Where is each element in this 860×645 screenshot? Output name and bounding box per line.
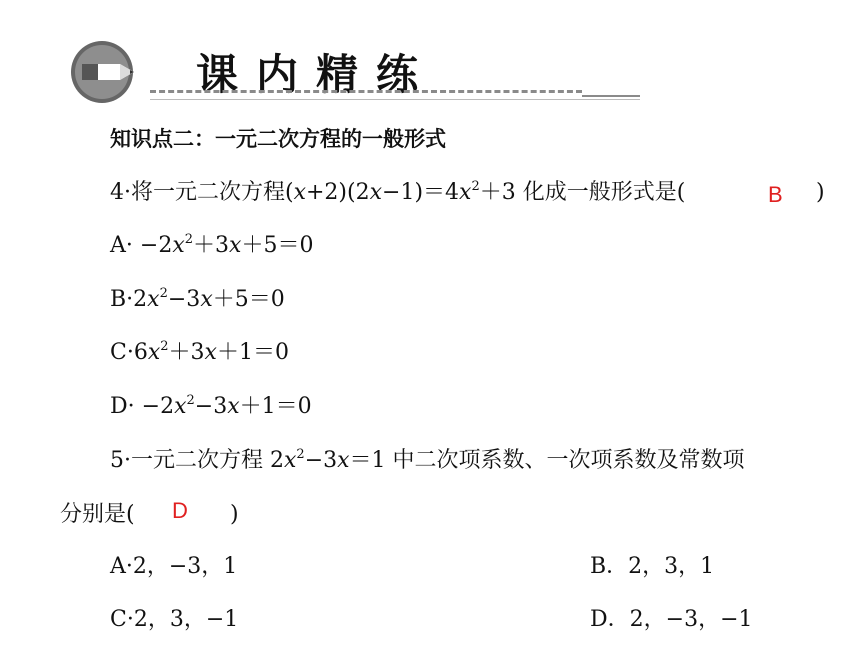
header-underline [150, 99, 640, 100]
q5-option-a[interactable]: A·2，−3，1 [110, 554, 238, 579]
q4-close-paren: ) [816, 180, 825, 205]
q4-option-d[interactable]: $D\cdot -2x^2-3x+1=0$ [110, 393, 312, 419]
section-title: 知识点二：一元二次方程的一般形式 [110, 127, 446, 151]
header-solid-divider [582, 95, 640, 97]
q4-option-a[interactable]: $A\cdot -2x^2+3x+5=0$ [110, 232, 314, 258]
q4-option-b[interactable]: $B\cdot 2x^2-3x+5=0$ [110, 286, 285, 312]
q5-stem-line2: 分别是( [60, 502, 135, 527]
pencil-badge-icon [68, 40, 146, 104]
q5-option-d[interactable]: D．2，−3，−1 [590, 607, 753, 632]
q5-answer: D [172, 498, 188, 523]
q5-stem: 5·一元二次方程 $2x^2-3x=1$ 中二次项系数、一次项系数及常数项 [110, 447, 745, 473]
q4-stem: 4·将一元二次方程$(x+2)(2x-1)=4x^2+3$ 化成一般形式是( [110, 179, 686, 205]
q5-number: 5 [110, 448, 124, 473]
q5-close-paren: ) [230, 502, 239, 527]
section-header [0, 0, 860, 110]
q4-number: 4 [110, 180, 124, 205]
q4-option-c[interactable]: $C\cdot 6x^2+3x+1=0$ [110, 339, 289, 365]
q4-answer: B [768, 182, 783, 207]
q5-option-c[interactable]: C·2，3，−1 [110, 607, 239, 632]
header-title: 课内精练 [196, 50, 437, 99]
q5-option-b[interactable]: B．2，3，1 [590, 554, 715, 579]
header-dash-divider [150, 90, 582, 93]
